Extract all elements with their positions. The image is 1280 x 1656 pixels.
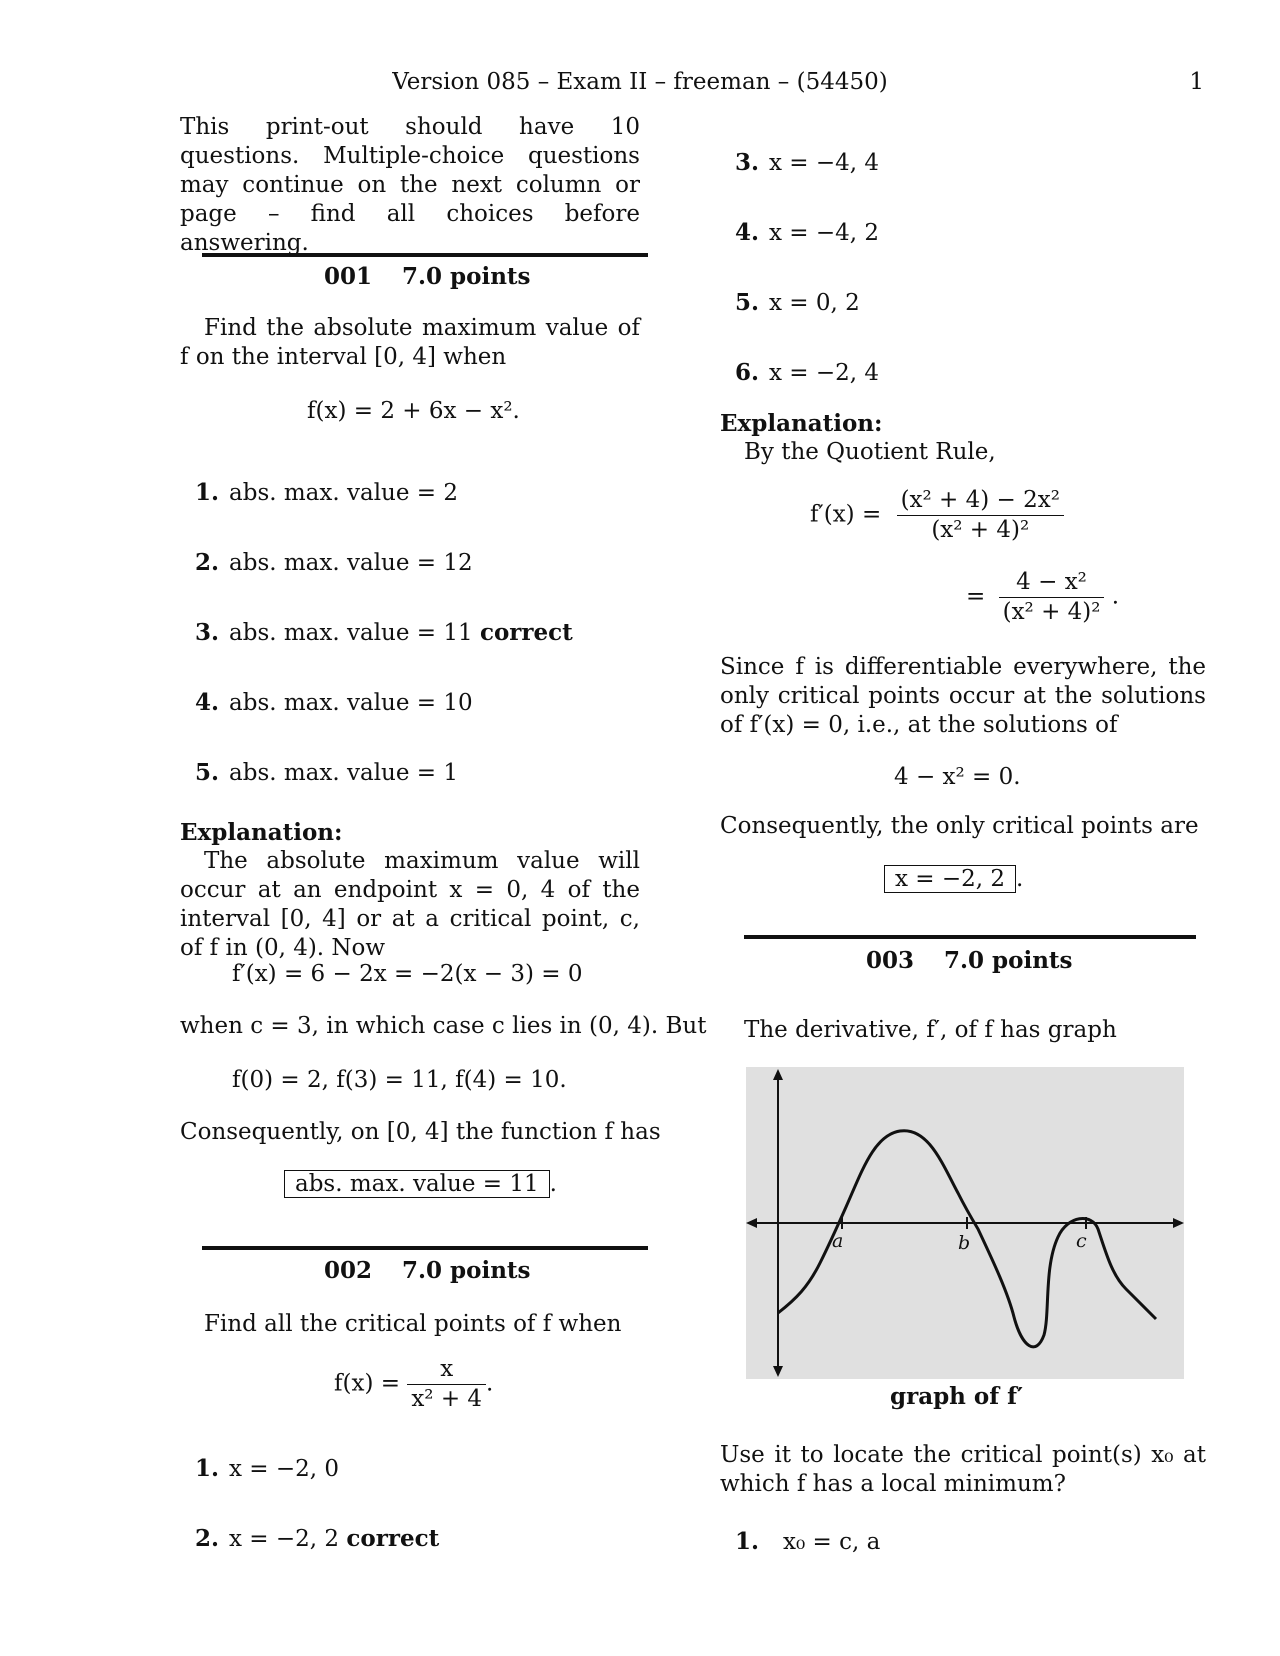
q2-choice-2[interactable]: [195, 1524, 439, 1554]
q1-choice-1[interactable]: [195, 478, 458, 508]
choice-number: 3.: [195, 619, 220, 646]
choice-number: 5.: [195, 759, 220, 786]
fraction-denominator: (x² + 4)²: [931, 517, 1030, 543]
q2-answer: x = −2, 2 .: [884, 865, 1023, 894]
choice-text: x = −2, 4: [769, 360, 880, 386]
eq-lhs: =: [966, 583, 986, 610]
q2-choice-6[interactable]: [735, 358, 879, 388]
q2-prompt: Find all the critical points of f when: [204, 1311, 622, 1337]
q2-points: 7.0 points: [402, 1257, 531, 1284]
q3-choice-1[interactable]: [735, 1527, 880, 1557]
q1-derivative-eq: f′(x) = 6 − 2x = −2(x − 3) = 0: [232, 961, 583, 987]
fraction-denominator: x² + 4: [411, 1386, 483, 1412]
q2-choice-3[interactable]: [735, 148, 879, 178]
q2-choice-4[interactable]: [735, 218, 879, 248]
label-a: a: [832, 1230, 844, 1252]
choice-text: x = 0, 2: [769, 290, 860, 316]
q1-answer-box: abs. max. value = 11: [284, 1170, 550, 1198]
q1-choice-4[interactable]: [195, 688, 473, 718]
q2-formula-fraction: [407, 1355, 486, 1414]
label-b: b: [958, 1232, 971, 1254]
q1-prompt: Find the absolute maximum value of f on the interval [0, 4] when: [180, 315, 640, 370]
choice-text: x = −2, 0: [229, 1456, 340, 1482]
choice-number: 1.: [735, 1528, 760, 1555]
choice-number: 2.: [195, 549, 220, 576]
choice-text: abs. max. value = 11: [229, 620, 473, 646]
fraction-numerator: (x² + 4) − 2x²: [897, 486, 1064, 516]
eq-fraction: [897, 486, 1064, 545]
fraction-numerator: 4 − x²: [999, 568, 1105, 598]
q2-number: 002: [324, 1257, 373, 1284]
choice-text: x = −2, 2: [229, 1526, 340, 1552]
q3-prompt: The derivative, f′, of f has graph: [744, 1017, 1117, 1043]
choice-number: 1.: [195, 479, 220, 506]
q2-quotient-eq-1: [810, 486, 1064, 545]
q2-answer-box: x = −2, 2: [884, 865, 1016, 893]
choice-number: 3.: [735, 149, 760, 176]
q2-formula-lhs: f(x) =: [334, 1370, 401, 1397]
q1-answer: abs. max. value = 11 .: [284, 1170, 557, 1199]
choice-text: abs. max. value = 2: [229, 480, 459, 506]
fraction-denominator: (x² + 4)²: [1002, 599, 1101, 625]
q2-formula: f(x) = $\frac{x}{\text{x² + 4}}$ .: [334, 1356, 494, 1412]
q3-rule: [744, 935, 1196, 939]
q2-quotient-eq-2: = $\frac{\text{4 − x²}}{\text{(x² + 4)²}}$ .: [966, 569, 1120, 625]
q1-formula: f(x) = 2 + 6x − x².: [307, 398, 520, 424]
graph-caption: graph of f′: [890, 1383, 1024, 1410]
choice-text: x = −4, 4: [769, 150, 880, 176]
label-c: c: [1076, 1230, 1087, 1252]
choice-number: 4.: [195, 689, 220, 716]
correct-mark: correct: [479, 619, 573, 646]
q3-question: Use it to locate the critical point(s) x₀ at which f has a local minimum?: [720, 1442, 1206, 1497]
q3-number: 003: [866, 947, 915, 974]
q1-explanation-3: Consequently, on [0, 4] the function f has: [180, 1119, 661, 1145]
choice-text: x₀ = c, a: [783, 1529, 881, 1555]
q2-explanation-label: Explanation:: [720, 410, 883, 437]
fraction-numerator: x: [407, 1355, 486, 1385]
q2-explanation-2: Since f is differentiable everywhere, the only critical points occur at the solutions of f′(x) = 0, i.e., at the solutions of: [720, 654, 1206, 738]
q2-choice-5[interactable]: [735, 288, 860, 318]
q2-rule: [202, 1246, 648, 1250]
choice-number: 5.: [735, 289, 760, 316]
choice-number: 1.: [195, 1455, 220, 1482]
q1-explanation-2: when c = 3, in which case c lies in (0, 4). But: [180, 1013, 707, 1039]
q1-header: [324, 262, 561, 291]
intro-text: This print-out should have 10 questions. Multiple-choice questions may continue on the next column or page – find all choices before answering.: [180, 114, 640, 256]
eq-fraction: [999, 568, 1105, 627]
choice-text: abs. max. value = 10: [229, 690, 473, 716]
choice-text: x = −4, 2: [769, 220, 880, 246]
choice-number: 2.: [195, 1525, 220, 1552]
q2-choice-1[interactable]: [195, 1454, 339, 1484]
q1-number: 001: [324, 263, 373, 290]
correct-mark: correct: [346, 1525, 440, 1552]
derivative-graph: [746, 1067, 1184, 1379]
q1-choice-2[interactable]: [195, 548, 473, 578]
page-header: Version 085 – Exam II – freeman – (54450): [392, 69, 888, 95]
q2-explanation-1: By the Quotient Rule,: [744, 439, 996, 465]
choice-text: abs. max. value = 1: [229, 760, 459, 786]
q1-explanation-1: The absolute maximum value will occur at an endpoint x = 0, 4 of the interval [0, 4] or at a critical point, c, of f in (0, 4). Now: [180, 848, 640, 961]
page-number: 1: [1189, 69, 1204, 95]
q2-critical-eq: 4 − x² = 0.: [894, 764, 1021, 790]
q1-explanation-label: Explanation:: [180, 819, 343, 846]
choice-number: 4.: [735, 219, 760, 246]
choice-number: 6.: [735, 359, 760, 386]
q1-points: 7.0 points: [402, 263, 531, 290]
q3-points: 7.0 points: [944, 947, 1073, 974]
q1-values-eq: f(0) = 2, f(3) = 11, f(4) = 10.: [232, 1067, 567, 1093]
q1-rule: [202, 253, 648, 257]
eq-lhs: f′(x) =: [810, 501, 882, 528]
q2-header: [324, 1256, 561, 1285]
q1-choice-5[interactable]: [195, 758, 458, 788]
q2-explanation-3: Consequently, the only critical points are: [720, 813, 1199, 839]
q1-choice-3[interactable]: [195, 618, 573, 648]
choice-text: abs. max. value = 12: [229, 550, 473, 576]
q3-header: [866, 946, 1103, 975]
